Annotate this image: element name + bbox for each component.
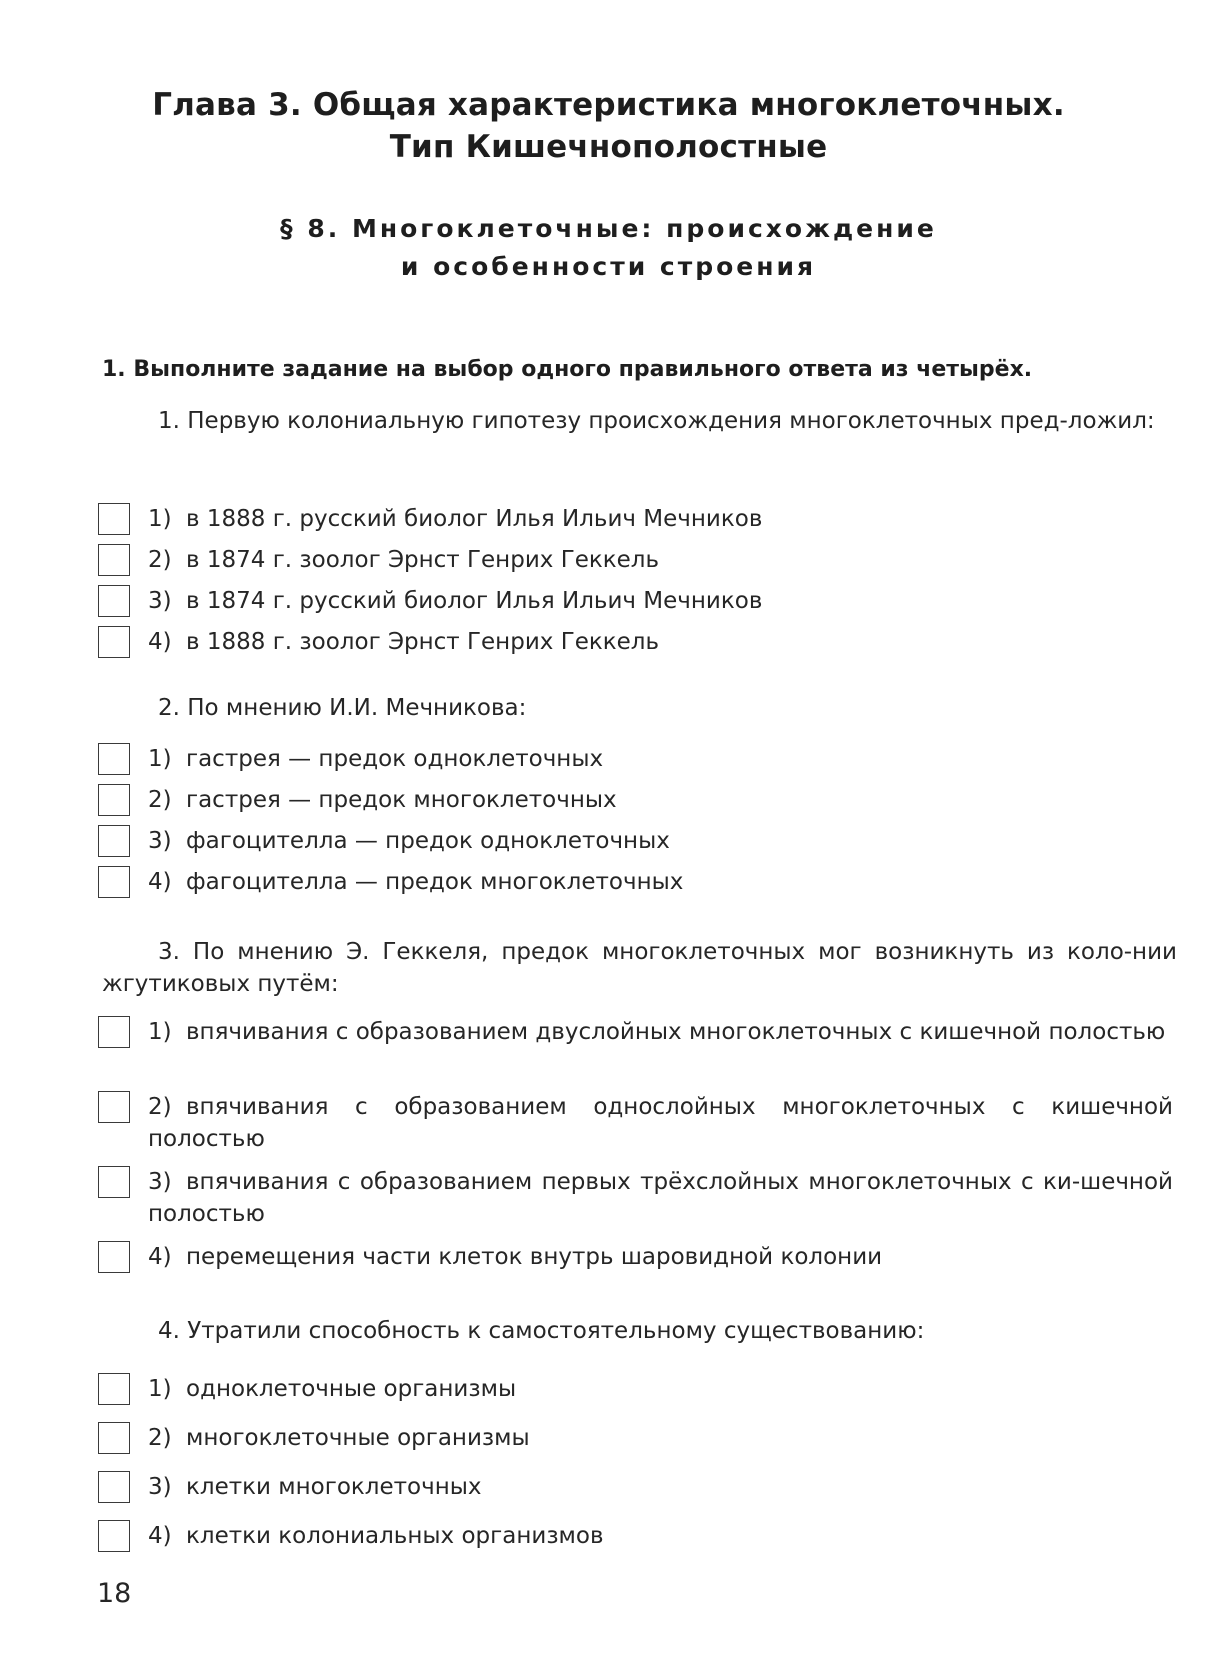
answer-checkbox[interactable]	[98, 1016, 130, 1048]
answer-checkbox[interactable]	[98, 585, 130, 617]
option-label	[148, 626, 1173, 658]
question-4	[102, 1315, 1177, 1347]
option-text: перемещения части клеток внутрь шаровидной колонии	[186, 1244, 883, 1270]
option-number: 1)	[148, 1019, 172, 1045]
answer-checkbox[interactable]	[98, 825, 130, 857]
option-label	[148, 1520, 1173, 1552]
answer-checkbox[interactable]	[98, 1166, 130, 1198]
option-label	[148, 1166, 1173, 1230]
option-number: 1)	[148, 1376, 172, 1402]
option-text: гастрея — предок многоклеточных	[186, 787, 617, 813]
answer-checkbox[interactable]	[98, 1520, 130, 1552]
option-text: фагоцителла — предок многоклеточных	[186, 869, 684, 895]
option-number: 3)	[148, 588, 172, 614]
option-text: впячивания с образованием двуслойных многоклеточных с кишечной полостью	[186, 1019, 1166, 1045]
question-text: 4. Утратили способность к самостоятельному существованию:	[158, 1318, 925, 1344]
chapter-title	[0, 84, 1217, 168]
option-text: в 1874 г. зоолог Эрнст Генрих Геккель	[186, 547, 660, 573]
option-label	[148, 1241, 1173, 1273]
answer-checkbox[interactable]	[98, 503, 130, 535]
option-number: 3)	[148, 1474, 172, 1500]
section-title-line-2: и особенности строения	[400, 252, 817, 281]
option-text: в 1888 г. зоолог Эрнст Генрих Геккель	[186, 629, 660, 655]
answer-checkbox[interactable]	[98, 866, 130, 898]
option-label	[148, 1016, 1173, 1048]
question-3	[102, 936, 1177, 1000]
option-number: 4)	[148, 629, 172, 655]
question-text: 2. По мнению И.И. Мечникова:	[158, 695, 527, 721]
question-text: 3. По мнению Э. Геккеля, предок многоклеточных мог возникнуть из коло-нии жгутиковых путём:	[102, 939, 1177, 997]
option-number: 4)	[148, 1244, 172, 1270]
option-label	[148, 585, 1173, 617]
question-1	[102, 405, 1177, 437]
option-number: 2)	[148, 1425, 172, 1451]
option-number: 2)	[148, 787, 172, 813]
option-text: гастрея — предок одноклеточных	[186, 746, 604, 772]
option-number: 2)	[148, 547, 172, 573]
option-label	[148, 784, 1173, 816]
option-text: впячивания с образованием первых трёхслойных многоклеточных с ки-шечной полостью	[148, 1169, 1173, 1227]
option-text: многоклеточные организмы	[186, 1425, 530, 1451]
section-title	[0, 210, 1217, 286]
chapter-title-line-2: Тип Кишечнополостные	[389, 129, 828, 165]
option-number: 4)	[148, 1523, 172, 1549]
task-heading: 1. Выполните задание на выбор одного правильного ответа из четырёх.	[102, 357, 1033, 382]
option-text: одноклеточные организмы	[186, 1376, 517, 1402]
question-text: 1. Первую колониальную гипотезу происхождения многоклеточных пред-ложил:	[158, 408, 1155, 434]
option-label	[148, 825, 1173, 857]
option-number: 1)	[148, 506, 172, 532]
option-number: 3)	[148, 1169, 172, 1195]
answer-checkbox[interactable]	[98, 1091, 130, 1123]
option-text: клетки колониальных организмов	[186, 1523, 604, 1549]
chapter-title-line-1: Глава 3. Общая характеристика многоклеточных.	[152, 87, 1065, 123]
answer-checkbox[interactable]	[98, 1422, 130, 1454]
answer-checkbox[interactable]	[98, 1241, 130, 1273]
answer-checkbox[interactable]	[98, 784, 130, 816]
answer-checkbox[interactable]	[98, 1373, 130, 1405]
option-label	[148, 1373, 1173, 1405]
option-label	[148, 1091, 1173, 1155]
option-number: 3)	[148, 828, 172, 854]
section-title-line-1: § 8. Многоклеточные: происхождение	[280, 214, 937, 243]
option-text: в 1888 г. русский биолог Илья Ильич Мечников	[186, 506, 763, 532]
option-text: клетки многоклеточных	[186, 1474, 482, 1500]
option-text: фагоцителла — предок одноклеточных	[186, 828, 670, 854]
option-label	[148, 1471, 1173, 1503]
option-label	[148, 503, 1173, 535]
option-label	[148, 544, 1173, 576]
option-label	[148, 743, 1173, 775]
answer-checkbox[interactable]	[98, 743, 130, 775]
page-number: 18	[97, 1578, 132, 1609]
option-text: впячивания с образованием однослойных многоклеточных с кишечной полостью	[148, 1094, 1173, 1152]
answer-checkbox[interactable]	[98, 1471, 130, 1503]
answer-checkbox[interactable]	[98, 544, 130, 576]
question-2	[102, 692, 1177, 724]
option-label	[148, 866, 1173, 898]
option-number: 1)	[148, 746, 172, 772]
option-number: 4)	[148, 869, 172, 895]
option-number: 2)	[148, 1094, 172, 1120]
option-label	[148, 1422, 1173, 1454]
answer-checkbox[interactable]	[98, 626, 130, 658]
option-text: в 1874 г. русский биолог Илья Ильич Мечников	[186, 588, 763, 614]
